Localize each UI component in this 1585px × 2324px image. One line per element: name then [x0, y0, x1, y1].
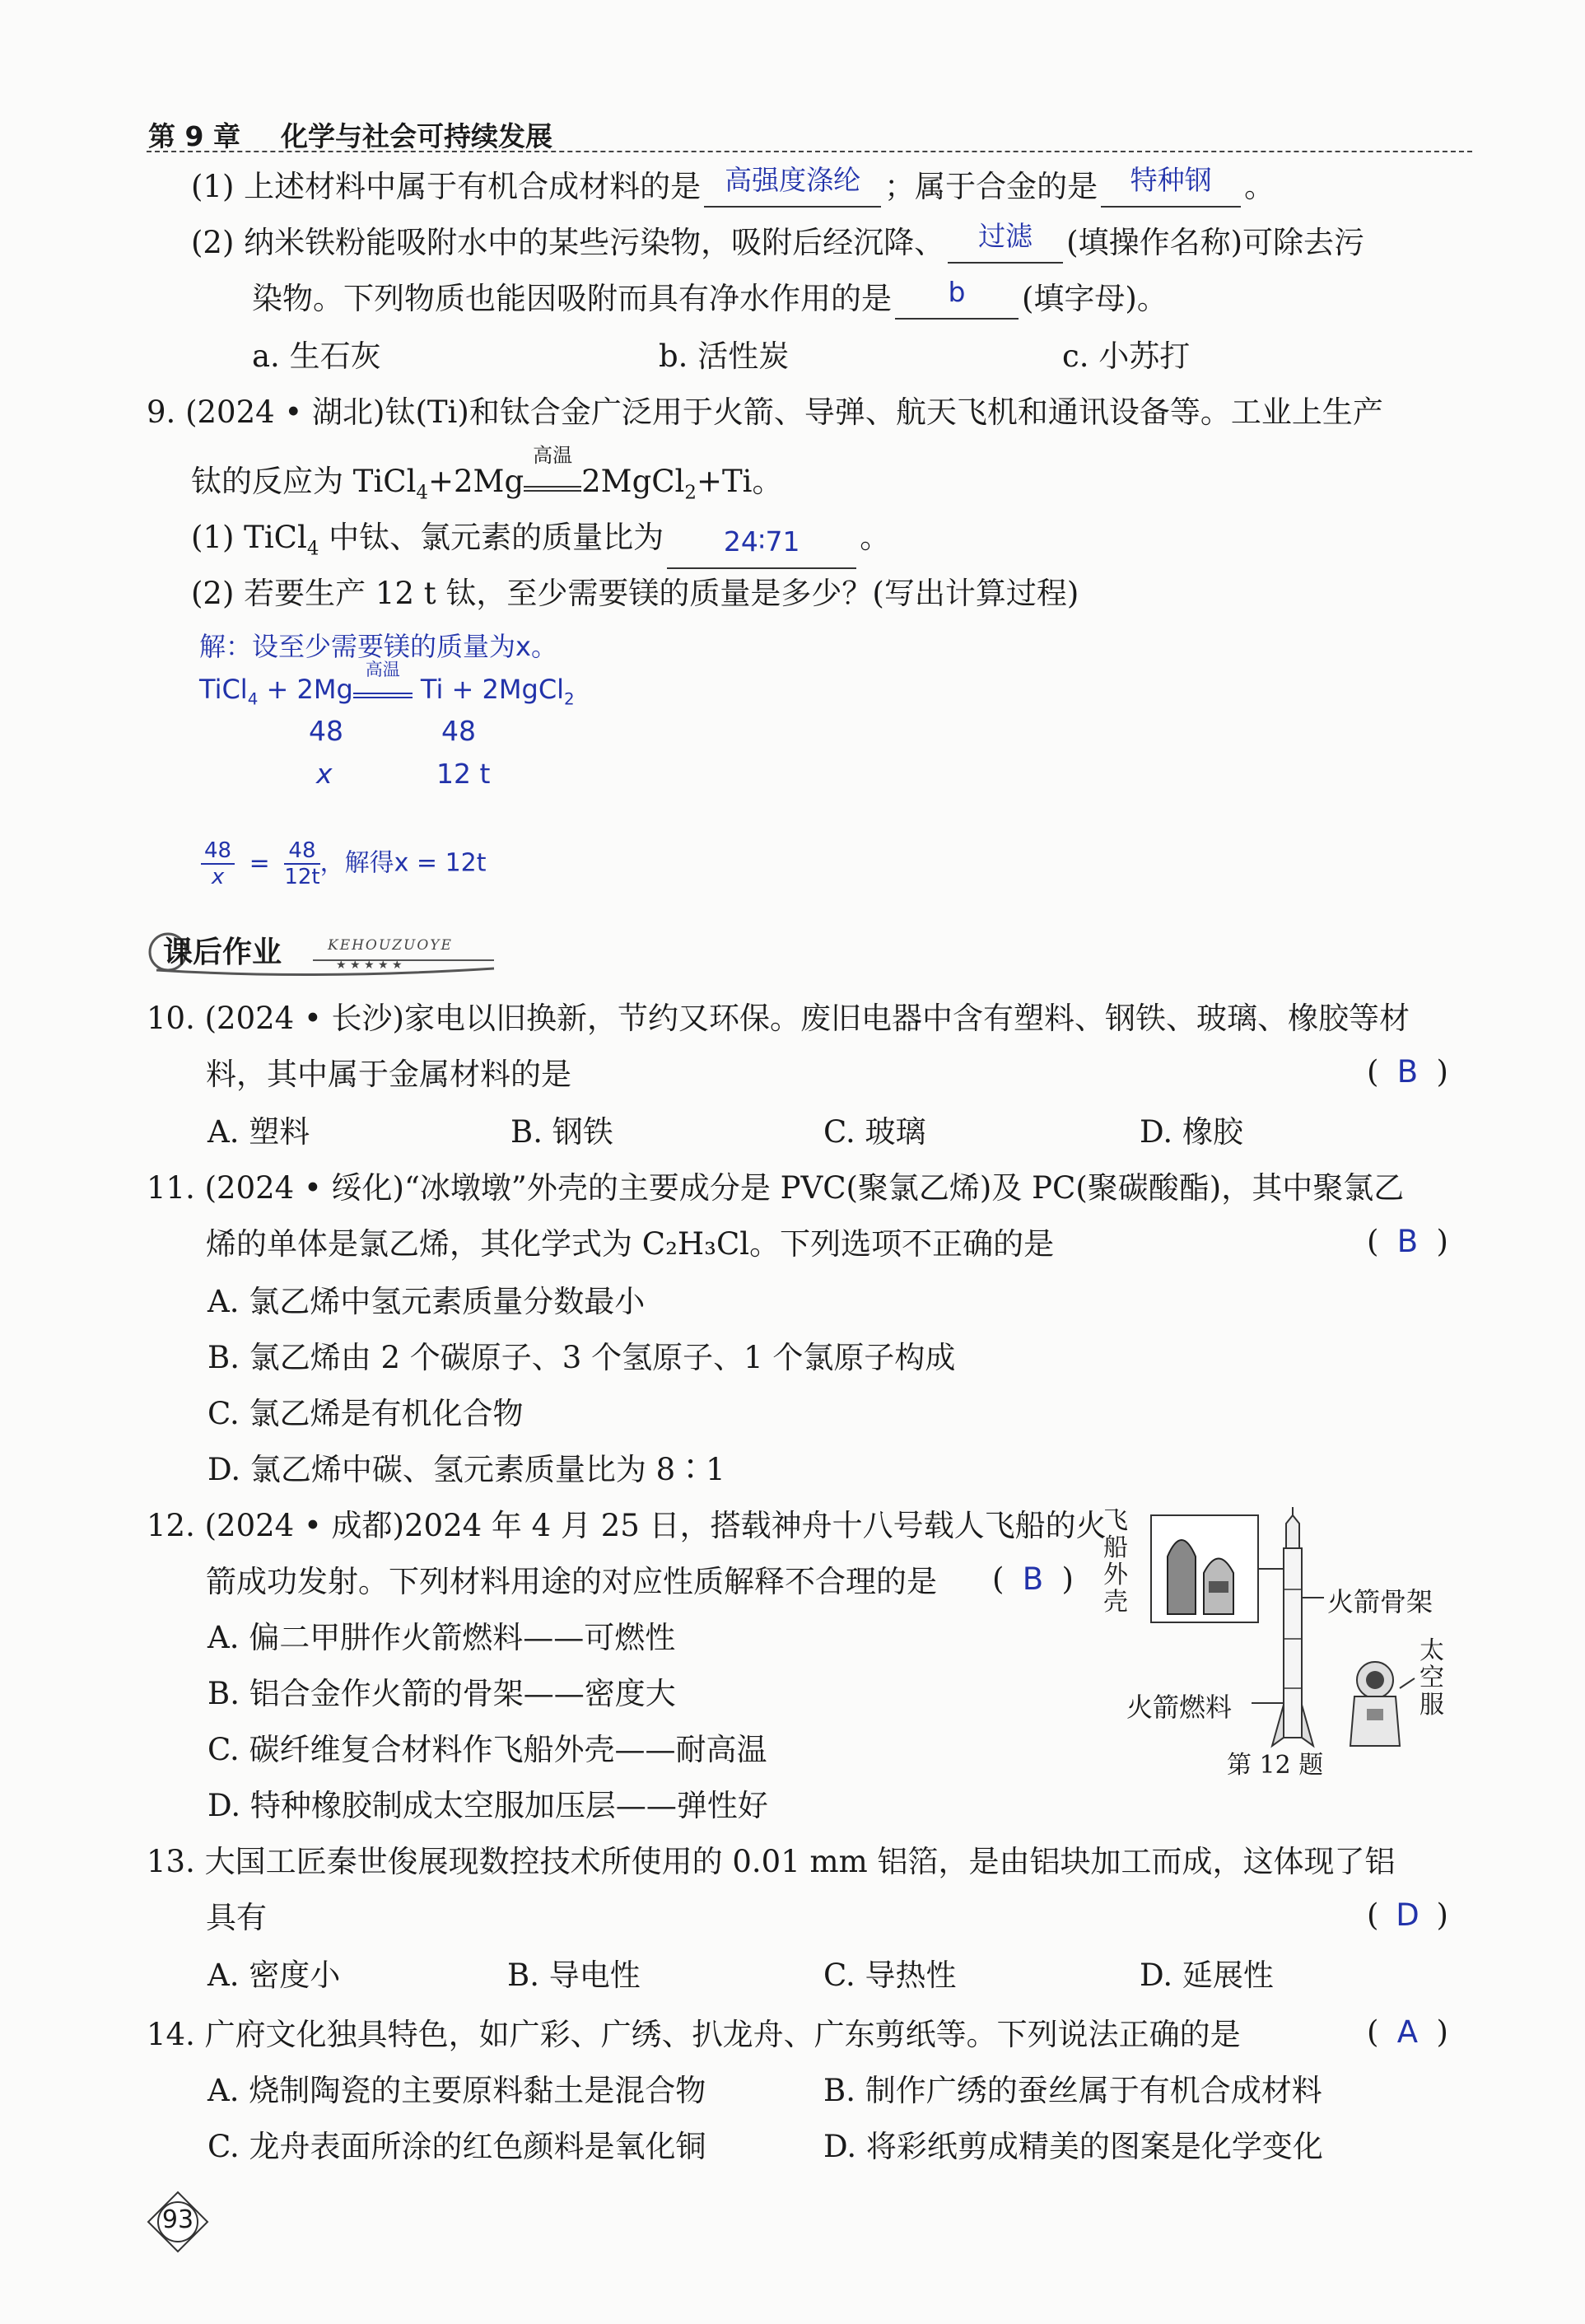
page-number: 93: [161, 2205, 194, 2234]
q11-option-b: B. 氯乙烯由 2 个碳原子、3 个氢原子、1 个氯原子构成: [207, 1340, 956, 1375]
q10-answer: ( B ): [1367, 1054, 1448, 1090]
q13-stem-line1: 13. 大国工匠秦世俊展现数控技术所使用的 0.01 mm 铝箔，是由铝块加工而成，这体现了铝: [147, 1844, 1396, 1879]
q8-p2-blank1: 过滤: [948, 231, 1063, 264]
q9-solution-proportion: $\frac{48}{x}$ = $\frac{48}{12t}$ ，解得x = 12t: [201, 838, 487, 889]
figure-label-frame: 火箭骨架: [1327, 1586, 1433, 1617]
q12-figure: [1103, 1499, 1474, 1795]
q12-option-d: D. 特种橡胶制成太空服加压层——弹性好: [207, 1788, 768, 1823]
q9-solution-mass-mg: 48: [309, 715, 343, 747]
q8-p1-blank1: 高强度涤纶: [704, 175, 881, 208]
q9-solution-x: x: [316, 758, 333, 790]
q12-answer: ( B ): [992, 1561, 1074, 1597]
section-badge: [148, 921, 510, 987]
q8-part1: (1) 上述材料中属于有机合成材料的是 高强度涤纶 ；属于合金的是 特种钢 。: [191, 166, 1275, 208]
q14-stem: 14. 广府文化独具特色，如广彩、广绣、扒龙舟、广东剪纸等。下列说法正确的是: [147, 2017, 1241, 2052]
figure-label-suit: 太空服: [1420, 1636, 1444, 1720]
q13-answer: ( D ): [1367, 1897, 1448, 1933]
q12-stem-line1: 12. (2024 • 成都)2024 年 4 月 25 日，搭载神舟十八号载人飞船的火: [147, 1508, 1107, 1543]
q9-p1-blank: 24∶71: [667, 536, 856, 569]
header-divider: [147, 151, 1472, 152]
q9-part1: (1) TiCl$_4$ 中钛、氯元素的质量比为 24∶71 。: [191, 517, 890, 569]
q9-part2: (2) 若要生产 12 t 钛，至少需要镁的质量是多少？(写出计算过程): [191, 576, 1079, 611]
q8-part2-line1: (2) 纳米铁粉能吸附水中的某些污染物，吸附后经沉降、 过滤 (填操作名称)可除去污: [191, 222, 1364, 264]
figure-label-shell: 飞船外壳: [1103, 1506, 1128, 1617]
q8-option-b: b. 活性炭: [659, 338, 790, 374]
q10-option-b: B. 钢铁: [510, 1114, 613, 1150]
q13-option-b: B. 导电性: [507, 1958, 641, 1993]
q11-stem-line1: 11. (2024 • 绥化)“冰墩墩”外壳的主要成分是 PVC(聚氯乙烯)及 PC(聚碳酸酯)，其中聚氯乙: [147, 1170, 1405, 1206]
section-title: 课后作业: [163, 936, 282, 969]
q9-solution-12t: 12 t: [436, 758, 491, 790]
q14-option-b: B. 制作广绣的蚕丝属于有机合成材料: [823, 2073, 1322, 2108]
q12-option-c: C. 碳纤维复合材料作飞船外壳——耐高温: [207, 1732, 767, 1767]
page-number-badge: [147, 2191, 209, 2253]
q11-answer: ( B ): [1367, 1224, 1448, 1259]
q9-solution-line1: 解：设至少需要镁的质量为x。: [199, 631, 557, 662]
q14-option-c: C. 龙舟表面所涂的红色颜料是氧化铜: [207, 2129, 706, 2164]
q14-option-a: A. 烧制陶瓷的主要原料黏土是混合物: [207, 2073, 706, 2108]
q12-option-a: A. 偏二甲肼作火箭燃料——可燃性: [207, 1620, 676, 1655]
q13-option-d: D. 延展性: [1140, 1958, 1274, 1993]
figure-label-fuel: 火箭燃料: [1126, 1692, 1233, 1723]
chapter-title: 化学与社会可持续发展: [280, 120, 552, 152]
q8-option-a: a. 生石灰: [252, 338, 381, 374]
section-pinyin: KEHOUZUOYE: [328, 937, 453, 954]
q10-option-a: A. 塑料: [207, 1114, 310, 1150]
q9-solution-equation: TiCl$_4$ + 2Mg 高温 Ti + 2MgCl$_2$: [199, 660, 575, 709]
q9-solution-mass-ti: 48: [441, 715, 476, 747]
q12-option-b: B. 铝合金作火箭的骨架——密度大: [207, 1676, 676, 1711]
q10-stem-line1: 10. (2024 • 长沙)家电以旧换新，节约又环保。废旧电器中含有塑料、钢铁、玻璃、橡胶等材: [147, 1001, 1410, 1036]
q10-stem-line2: 料，其中属于金属材料的是: [206, 1057, 571, 1092]
q8-p1-blank2: 特种钢: [1101, 175, 1241, 208]
q12-stem-line2: 箭成功发射。下列材料用途的对应性质解释不合理的是: [206, 1564, 937, 1599]
chapter-header: [148, 115, 552, 154]
q11-option-c: C. 氯乙烯是有机化合物: [207, 1396, 524, 1431]
q8-part2-line2: 染物。下列物质也能因吸附而具有净水作用的是 b (填字母)。: [252, 278, 1168, 320]
q11-option-a: A. 氯乙烯中氢元素质量分数最小: [207, 1284, 646, 1319]
q11-stem-line2: 烯的单体是氯乙烯，其化学式为 C₂H₃Cl。下列选项不正确的是: [206, 1226, 1055, 1262]
q13-option-c: C. 导热性: [823, 1958, 957, 1993]
q14-option-d: D. 将彩纸剪成精美的图案是化学变化: [823, 2129, 1323, 2164]
reaction-condition: 高温: [524, 468, 581, 492]
q14-answer: ( A ): [1367, 2014, 1448, 2050]
q13-stem-line2: 具有: [206, 1900, 267, 1935]
q13-option-a: A. 密度小: [207, 1958, 341, 1993]
q8-p2-blank2: b: [895, 287, 1019, 320]
q11-option-d: D. 氯乙烯中碳、氢元素质量比为 8∶1: [207, 1452, 725, 1487]
q8-option-c: c. 小苏打: [1062, 338, 1191, 374]
q10-option-c: C. 玻璃: [823, 1114, 926, 1150]
figure-caption: 第 12 题: [1227, 1751, 1324, 1780]
q9-stem-line2: 钛的反应为 TiCl$_4$+2Mg 高温 2MgCl$_2$+Ti。: [191, 444, 783, 504]
section-stars: ★ ★ ★ ★ ★: [336, 959, 403, 972]
q9-stem-line1: 9. (2024 • 湖北)钛(Ti)和钛合金广泛用于火箭、导弹、航天飞机和通讯设备等。工业上生产: [147, 394, 1383, 430]
q10-option-d: D. 橡胶: [1140, 1114, 1243, 1150]
chapter-number: 第 9 章: [148, 120, 240, 152]
rocket-illustration: [1103, 1499, 1474, 1771]
